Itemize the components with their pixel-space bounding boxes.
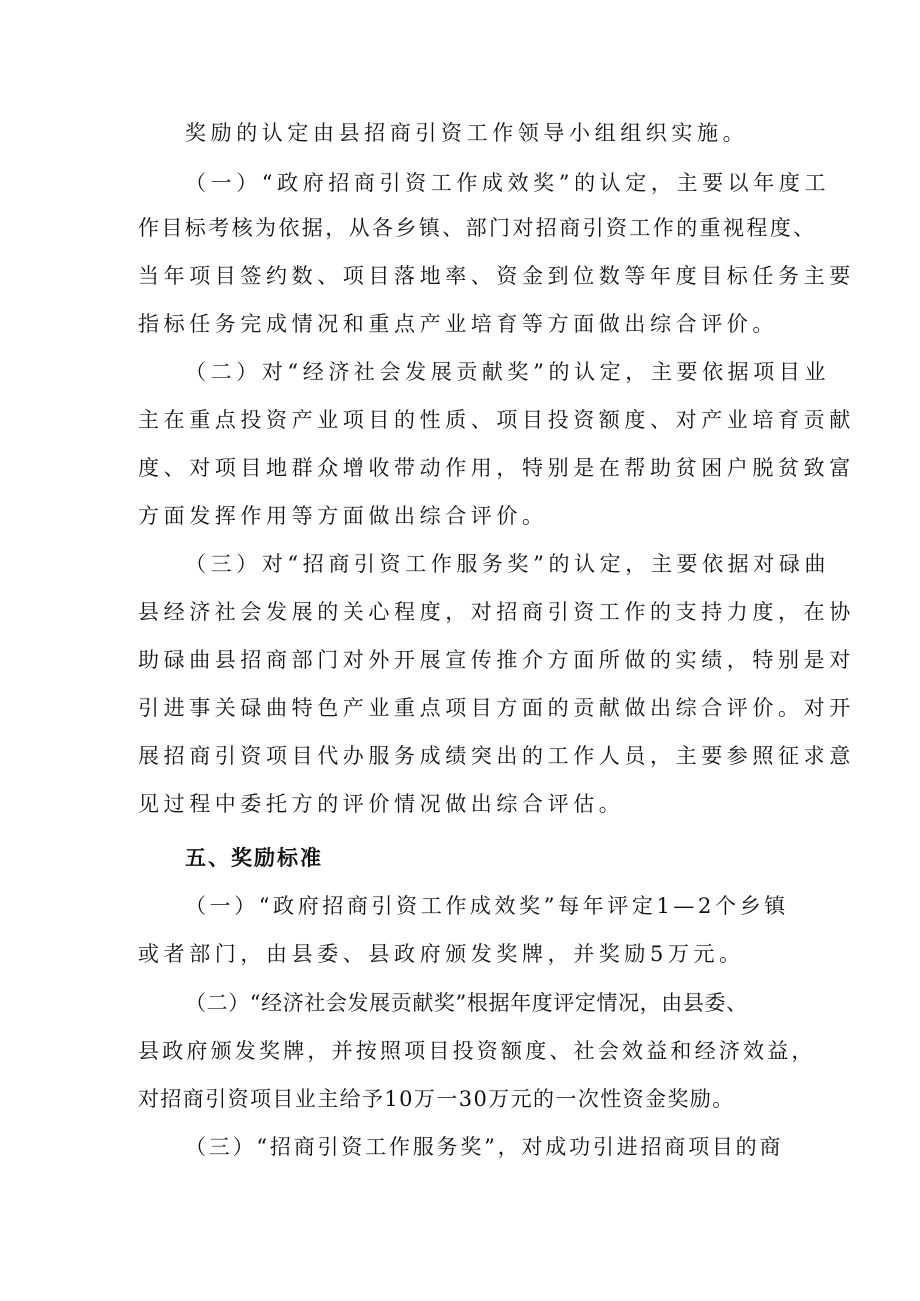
paragraph-line: （三）对“招商引资工作服务奖”的认定，主要依据对碌曲 bbox=[185, 552, 831, 576]
paragraph-line: 或者部门，由县委、县政府颁发奖牌，并奖励5万元。 bbox=[138, 942, 745, 966]
paragraph-line: 见过程中委托方的评价情况做出综合评估。 bbox=[138, 792, 625, 816]
paragraph-line: 方面发挥作用等方面做出综合评价。 bbox=[138, 504, 548, 528]
paragraph-line: （一）“政府招商引资工作成效奖”的认定，主要以年度工 bbox=[185, 171, 831, 195]
paragraph-line: 指标任务完成情况和重点产业培育等方面做出综合评价。 bbox=[138, 312, 778, 336]
paragraph-line: 主在重点投资产业项目的性质、项目投资额度、对产业培育贡献 bbox=[138, 408, 855, 432]
paragraph-line: 县政府颁发奖牌，并按照项目投资额度、社会效益和经济效益， bbox=[138, 1039, 816, 1063]
paragraph-line: 奖励的认定由县招商引资工作领导小组组织实施。 bbox=[185, 121, 749, 145]
paragraph-line: 引进事关碌曲特色产业重点项目方面的贡献做出综合评价。对开 bbox=[138, 696, 855, 720]
paragraph-line: （三）“招商引资工作服务奖”，对成功引进招商项目的商 bbox=[185, 1135, 784, 1159]
paragraph-line: 助碌曲县招商部门对外开展宣传推介方面所做的实绩，特别是对 bbox=[138, 648, 855, 672]
paragraph-line: （二）对“经济社会发展贡献奖”的认定，主要依据项目业 bbox=[185, 360, 831, 384]
section-heading: 五、奖励标准 bbox=[185, 846, 323, 870]
paragraph-line: 展招商引资项目代办服务成绩突出的工作人员，主要参照征求意 bbox=[138, 744, 855, 768]
paragraph-line: 度、对项目地群众增收带动作用，特别是在帮助贫困户脱贫致富 bbox=[138, 456, 855, 480]
paragraph-line: 当年项目签约数、项目落地率、资金到位数等年度目标任务主要 bbox=[138, 264, 855, 288]
paragraph-line: （二）“经济社会发展贡献奖”根据年度评定情况，由县委、 bbox=[185, 991, 748, 1015]
paragraph-line: 作目标考核为依据，从各乡镇、部门对招商引资工作的重视程度、 bbox=[138, 216, 817, 240]
paragraph-line: （一）“政府招商引资工作成效奖”每年评定1—2个乡镇 bbox=[185, 894, 789, 918]
paragraph-line: 县经济社会发展的关心程度，对招商引资工作的支持力度，在协 bbox=[138, 600, 855, 624]
paragraph-line: 对招商引资项目业主给予10万一30万元的一次性资金奖励。 bbox=[138, 1087, 735, 1111]
